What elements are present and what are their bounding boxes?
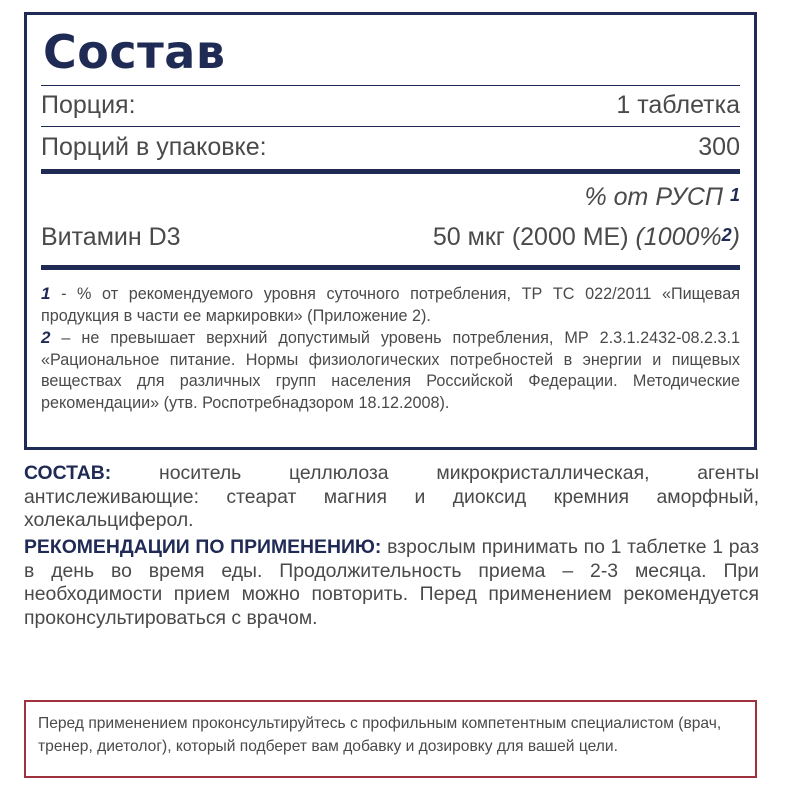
serving-value: 1 таблетка: [616, 91, 740, 119]
servings-per-pack-value: 300: [698, 133, 740, 161]
warning-box: [24, 700, 757, 778]
composition-text: носитель целлюлоза микрокристаллическая, агенты антислеживающие: стеарат магния и диоксид кремния аморфный, холекальциферол.: [24, 462, 759, 531]
composition-label: СОСТАВ:: [24, 462, 112, 484]
footnote-2-text: – не превышает верхний допустимый уровень потребления, МР 2.3.1.2432-08.2.3.1 «Рациональное питание. Нормы физиологических потребностей в энергии и пищевых веществах для различных групп населения Российской Федерации. Методические рекомендации» (утв. Роспотребнадзором 18.12.2008).: [41, 329, 740, 412]
vitamin-amount: 50 мкг (2000 МЕ): [432, 223, 629, 251]
footnote-ref-1: 1: [729, 185, 740, 205]
servings-per-pack-row: [41, 133, 740, 162]
panel-title: Состав: [43, 25, 226, 79]
recommendations-text: взрослым принимать по 1 таблетке 1 раз в день во время еды. Продолжительность приема – 2-3 месяца. При необходимости прием можно повторить. Перед применением рекомендуется проконсультироваться с врачом.: [24, 536, 759, 629]
divider-thick: [41, 265, 740, 270]
divider: [41, 126, 740, 127]
serving-row: [41, 91, 740, 120]
serving-label: Порция:: [41, 91, 136, 119]
footnote-1-number: 1: [41, 284, 51, 303]
rusp-header: [41, 183, 740, 212]
footnote-2-number: 2: [41, 328, 51, 347]
divider: [41, 85, 740, 86]
divider-thick: [41, 169, 740, 174]
vitamin-percent: (1000%: [635, 223, 722, 251]
servings-per-pack-label: Порций в упаковке:: [41, 133, 267, 161]
vitamin-row: [41, 223, 740, 252]
rusp-header-text: % от РУСП: [584, 183, 724, 211]
footnote-1-text: - % от рекомендуемого уровня суточного потребления, ТР ТС 022/2011 «Пищевая продукция в части ее маркировки» (Приложение 2).: [41, 285, 740, 325]
footnote-1: [41, 283, 740, 327]
composition-paragraph: [24, 462, 759, 533]
footnote-2: [41, 327, 740, 414]
footnotes: [41, 283, 740, 414]
footnote-ref-2: 2: [721, 225, 732, 245]
vitamin-percent-close: ): [731, 223, 740, 251]
warning-text: Перед применением проконсультируйтесь с профильным компетентным специалистом (врач, тренер, диетолог), который подберет вам добавку и дозировку для вашей цели.: [38, 715, 722, 755]
composition-panel: [24, 12, 757, 450]
vitamin-name: Витамин D3: [41, 223, 181, 251]
recommendations-label: РЕКОМЕНДАЦИИ ПО ПРИМЕНЕНИЮ:: [24, 536, 382, 558]
recommendations-paragraph: [24, 536, 759, 630]
